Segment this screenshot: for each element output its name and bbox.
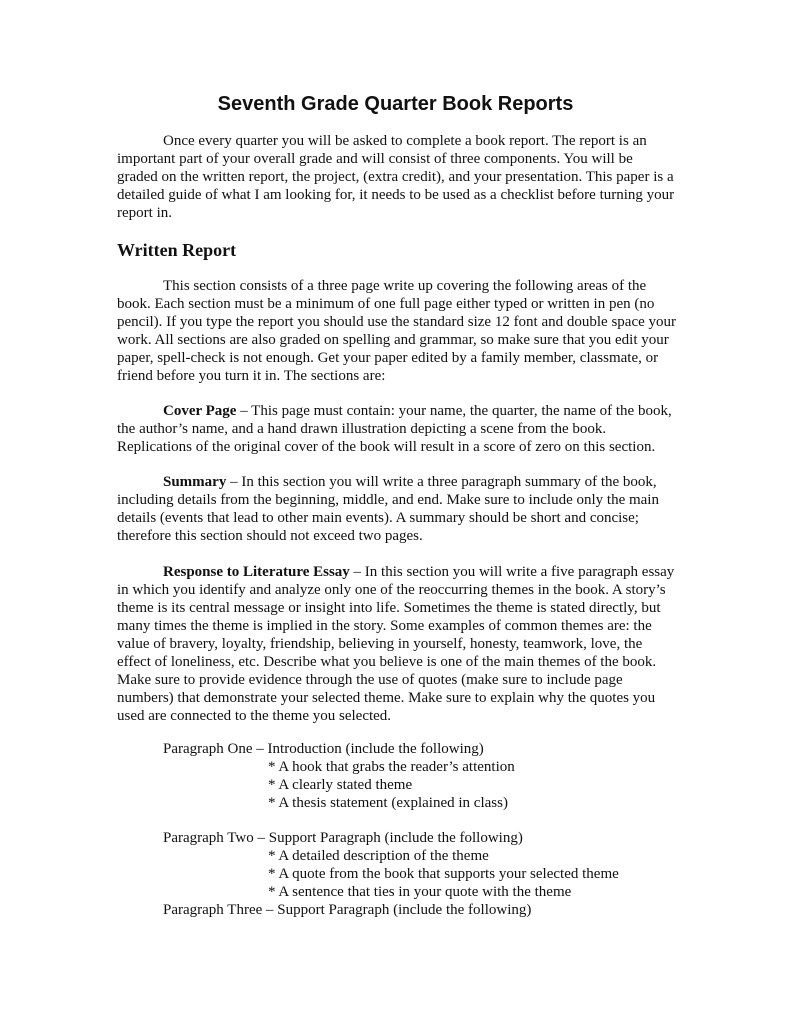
outline-paragraph-two: Paragraph Two – Support Paragraph (include the following) (163, 830, 523, 846)
outline-paragraph-one: Paragraph One – Introduction (include the following) (163, 741, 484, 757)
section-heading-written-report: Written Report (117, 240, 237, 260)
outline-paragraph-three: Paragraph Three – Support Paragraph (include the following) (163, 902, 532, 918)
cover-page-label: Cover Page (163, 403, 237, 419)
outline-item: * A sentence that ties in your quote with the theme (268, 884, 572, 900)
written-report-paragraph: This section consists of a three page write up covering the following areas of the book. Each section must be a minimum of one full page either typed or written in pen (no pencil). If you type the report you should use the standard size 12 font and double space your work. All sections are also graded on spelling and grammar, so make sure that you edit your paper, spell-check is not enough. Get your paper edited by a family member, classmate, or friend before you turn it in. The sections are: (117, 278, 677, 384)
outline-item: * A clearly stated theme (268, 777, 413, 793)
response-label: Response to Literature Essay (163, 564, 350, 580)
outline-item: * A detailed description of the theme (268, 848, 489, 864)
page-title: Seventh Grade Quarter Book Reports (217, 93, 574, 115)
cover-page-paragraph (117, 402, 677, 456)
response-paragraph (117, 563, 677, 725)
intro-paragraph: Once every quarter you will be asked to complete a book report. The report is an important part of your overall grade and will consist of three components. You will be graded on the written report, the project, (extra credit), and your presentation. This paper is a detailed guide of what I am looking for, it needs to be used as a checklist before turning your report in. (117, 133, 675, 221)
outline-item: * A hook that grabs the reader’s attention (268, 759, 515, 775)
outline-item: * A thesis statement (explained in class) (268, 795, 508, 811)
outline-item: * A quote from the book that supports your selected theme (268, 866, 619, 882)
cover-page-text: – This page must contain: your name, the quarter, the name of the book, the author’s name, and a hand drawn illustration depicting a scene from the book. Replications of the original cover of the book will result in a score of zero on this section. (117, 403, 672, 455)
summary-label: Summary (163, 474, 227, 490)
response-text: – In this section you will write a five paragraph essay in which you identify and analyze only one of the reoccurring themes in the book. A story’s theme is its central message or insight into life. Sometimes the theme is stated directly, but many times the theme is implied in the story. Some examples of common themes are: the value of bravery, loyalty, friendship, believing in yourself, honesty, teamwork, love, the effect of loneliness, etc. Describe what you believe is one of the main themes of the book. Make sure to provide evidence through the use of quotes (make sure to include page numbers) that demonstrate your selected theme. Make sure to explain why the quotes you used are connected to the theme you selected. (117, 564, 675, 724)
summary-text: – In this section you will write a three paragraph summary of the book, including details from the beginning, middle, and end. Make sure to include only the main details (events that lead to other main events). A summary should be short and concise; therefore this section should not exceed two pages. (117, 474, 659, 544)
summary-paragraph (117, 473, 677, 545)
